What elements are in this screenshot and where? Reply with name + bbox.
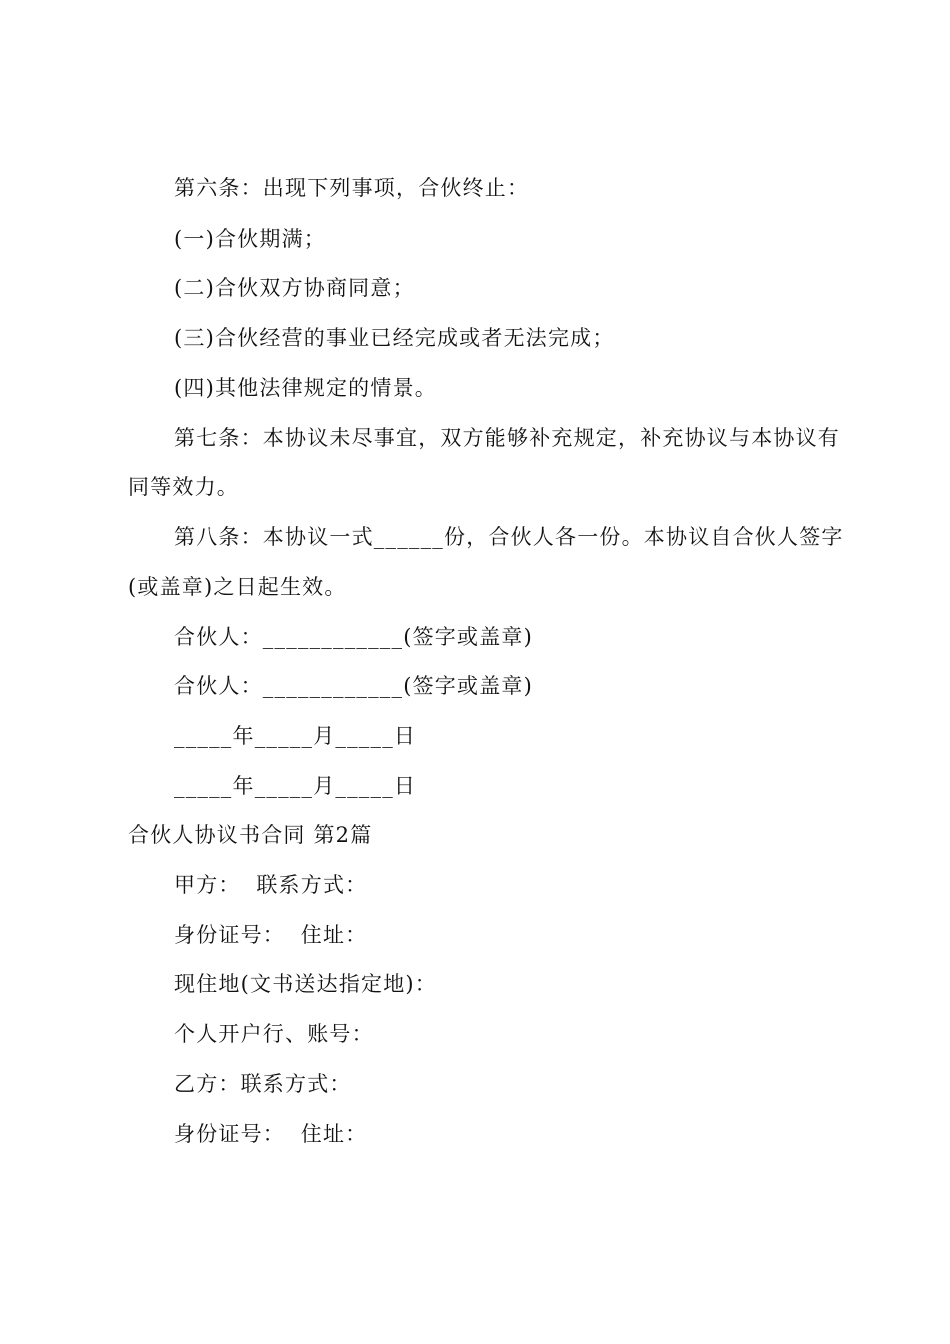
article-8-line-1: 第八条：本协议一式______份，合伙人各一份。本协议自合伙人签字 (174, 525, 844, 549)
party-a-id-address: 身份证号： 住址： (174, 923, 368, 947)
article-6-item-2: (二)合伙双方协商同意； (174, 276, 415, 300)
partner-signature-1: 合伙人：____________(签字或盖章) (174, 625, 533, 649)
article-6-item-3: (三)合伙经营的事业已经完成或者无法完成； (174, 326, 615, 350)
article-6-item-1: (一)合伙期满； (174, 227, 326, 251)
party-b-contact: 乙方：联系方式： (174, 1072, 352, 1096)
party-a-bank-account: 个人开户行、账号： (174, 1022, 374, 1046)
article-7-line-2: 同等效力。 (128, 475, 239, 499)
article-6-item-4: (四)其他法律规定的情景。 (174, 376, 437, 400)
article-8-line-2: (或盖章)之日起生效。 (128, 575, 347, 599)
article-7-line-1: 第七条：本协议未尽事宜，双方能够补充规定，补充协议与本协议有 (174, 426, 840, 450)
party-a-residence: 现住地(文书送达指定地)： (174, 972, 437, 996)
article-6-heading: 第六条：出现下列事项，合伙终止： (174, 176, 530, 200)
section-title: 合伙人协议书合同 第2篇 (128, 823, 373, 847)
date-line-1: _____年_____月_____日 (174, 724, 417, 748)
party-b-id-address: 身份证号： 住址： (174, 1122, 368, 1146)
date-line-2: _____年_____月_____日 (174, 774, 417, 798)
partner-signature-2: 合伙人：____________(签字或盖章) (174, 674, 533, 698)
party-a-contact: 甲方： 联系方式： (174, 873, 368, 897)
